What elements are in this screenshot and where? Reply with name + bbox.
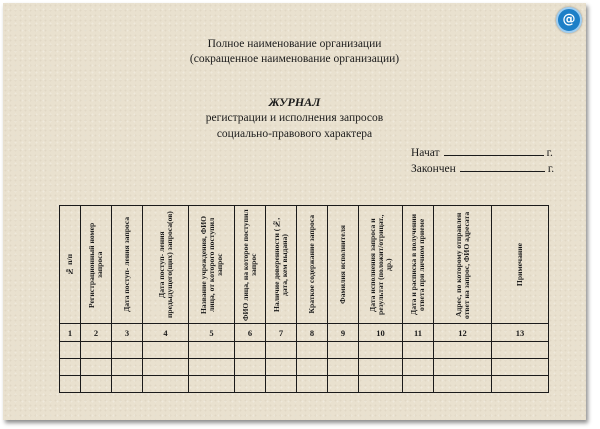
journal-sheet (3, 3, 586, 420)
at-sign-icon: @ (562, 12, 576, 27)
empty-cell[interactable] (492, 359, 549, 376)
started-label: Начат (411, 147, 440, 159)
column-header-wrap (189, 206, 234, 323)
table-row (60, 342, 549, 359)
empty-cell[interactable] (60, 342, 81, 359)
organization-full-name: Полное наименование организации (207, 38, 382, 50)
empty-cell[interactable] (143, 342, 189, 359)
column-header-text: Регистрационный номер запроса (87, 221, 104, 308)
column-header-text: Краткое содержание запроса (307, 215, 317, 314)
column-header-wrap (235, 206, 265, 323)
column-header-text: Дата поступ- ления предыдущего(щих) запроса(ов) (156, 211, 174, 318)
empty-cell[interactable] (403, 359, 434, 376)
started-year-suffix: г. (546, 147, 553, 159)
column-number: 13 (492, 324, 549, 342)
column-header-wrap (60, 206, 80, 323)
column-header-wrap (143, 206, 188, 323)
empty-cell[interactable] (359, 359, 403, 376)
empty-cell[interactable] (359, 342, 403, 359)
column-number: 8 (297, 324, 328, 342)
column-header (112, 206, 143, 324)
column-number: 5 (189, 324, 235, 342)
column-header-text: Адрес, по которому отправлен ответ на запрос, ФИО адресата (453, 210, 471, 319)
journal-table (59, 205, 549, 393)
column-number: 11 (403, 324, 434, 342)
column-number: 4 (143, 324, 189, 342)
brand-logo (556, 7, 582, 33)
empty-cell[interactable] (266, 342, 297, 359)
column-header-wrap (328, 206, 358, 323)
table-header-row (60, 206, 549, 324)
empty-cell[interactable] (403, 376, 434, 393)
table-row (60, 359, 549, 376)
empty-cell[interactable] (359, 376, 403, 393)
organization-short-name: (сокращенное наименование организации) (189, 53, 400, 65)
column-header (143, 206, 189, 324)
column-header (434, 206, 492, 324)
column-header-wrap (266, 206, 296, 323)
empty-cell[interactable] (297, 359, 328, 376)
column-header-wrap (434, 206, 491, 323)
blank-rows (60, 342, 549, 393)
column-header (235, 206, 266, 324)
empty-cell[interactable] (189, 376, 235, 393)
column-number: 12 (434, 324, 492, 342)
column-header-wrap (492, 206, 548, 323)
finished-year-suffix: г. (547, 163, 555, 175)
empty-cell[interactable] (60, 359, 81, 376)
column-number: 10 (359, 324, 403, 342)
journal-title: ЖУРНАЛ (268, 95, 321, 109)
empty-cell[interactable] (189, 342, 235, 359)
column-header (266, 206, 297, 324)
empty-cell[interactable] (81, 376, 112, 393)
table-row (60, 376, 549, 393)
column-header-text: ФИО лица, на которое поступил запрос (241, 208, 258, 321)
finished-date-line (411, 162, 554, 175)
journal-subtitle-line1: регистрации и исполнения запросов (205, 112, 384, 124)
started-date-blank (444, 146, 544, 156)
column-header (81, 206, 112, 324)
empty-cell[interactable] (266, 359, 297, 376)
column-number: 6 (235, 324, 266, 342)
empty-cell[interactable] (266, 376, 297, 393)
empty-cell[interactable] (328, 376, 359, 393)
empty-cell[interactable] (235, 342, 266, 359)
column-header (403, 206, 434, 324)
column-header-wrap (297, 206, 327, 323)
column-header-text: Дата и расписка в получении ответа при личном приеме (409, 214, 426, 315)
empty-cell[interactable] (112, 376, 143, 393)
empty-cell[interactable] (112, 359, 143, 376)
empty-cell[interactable] (492, 342, 549, 359)
column-header-wrap (81, 206, 111, 323)
empty-cell[interactable] (60, 376, 81, 393)
empty-cell[interactable] (328, 359, 359, 376)
started-date-line (411, 146, 553, 159)
finished-label: Закончен (411, 163, 456, 175)
empty-cell[interactable] (434, 359, 492, 376)
empty-cell[interactable] (189, 359, 235, 376)
column-header (359, 206, 403, 324)
empty-cell[interactable] (297, 342, 328, 359)
column-header-text: Дата исполнения запроса и результат (положит/отрицат., др.) (367, 214, 393, 315)
finished-date-blank (460, 162, 545, 172)
journal-subtitle-line2: социально-правового характера (216, 128, 373, 140)
empty-cell[interactable] (235, 376, 266, 393)
empty-cell[interactable] (143, 376, 189, 393)
empty-cell[interactable] (434, 376, 492, 393)
column-header (492, 206, 549, 324)
column-header (189, 206, 235, 324)
column-number: 3 (112, 324, 143, 342)
column-header-wrap (112, 206, 142, 323)
empty-cell[interactable] (112, 342, 143, 359)
column-number: 1 (60, 324, 81, 342)
empty-cell[interactable] (328, 342, 359, 359)
column-number-row (60, 324, 549, 342)
empty-cell[interactable] (434, 342, 492, 359)
empty-cell[interactable] (492, 376, 549, 393)
empty-cell[interactable] (81, 359, 112, 376)
column-header-wrap (359, 206, 402, 323)
empty-cell[interactable] (81, 342, 112, 359)
column-number: 9 (328, 324, 359, 342)
column-header-wrap (403, 206, 433, 323)
empty-cell[interactable] (235, 359, 266, 376)
empty-cell[interactable] (297, 376, 328, 393)
column-header-text: № п/п (65, 253, 75, 276)
column-header-text: Дата поступ- ления запроса (122, 217, 132, 312)
column-header (328, 206, 359, 324)
empty-cell[interactable] (143, 359, 189, 376)
column-number: 2 (81, 324, 112, 342)
column-number: 7 (266, 324, 297, 342)
column-header (297, 206, 328, 324)
column-header-text: Фамилия исполнителя (338, 225, 348, 304)
column-header-text: Наличие доверенности (№, дата, кем выдана) (272, 217, 289, 312)
column-header-text: Название учреждения, ФИО лица, от которого поступил запрос (198, 215, 224, 314)
empty-cell[interactable] (403, 342, 434, 359)
column-header (60, 206, 81, 324)
column-header-text: Примечание (515, 242, 525, 287)
